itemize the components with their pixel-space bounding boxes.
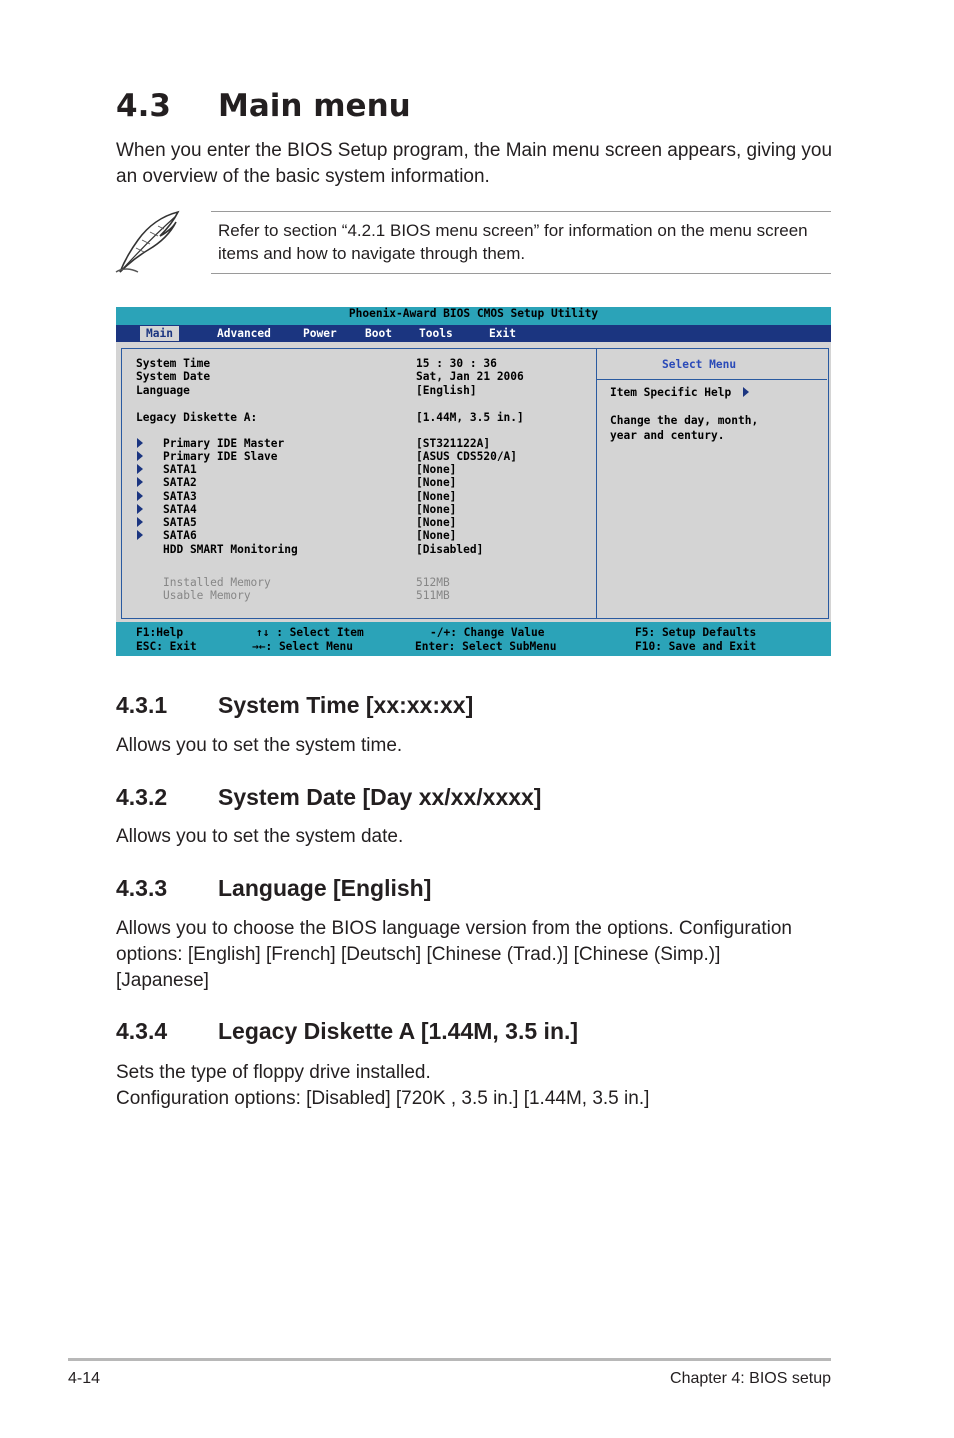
submenu-arrow-icon [137, 530, 143, 540]
note-top-rule [211, 211, 831, 212]
bios-item-label[interactable]: System Time [136, 357, 211, 370]
submenu-arrow-icon [137, 491, 143, 501]
bios-item-value[interactable]: [None] [416, 476, 457, 489]
key-select-menu: →←: Select Menu [252, 640, 354, 653]
key-select-item: ↑↓ : Select Item [256, 626, 364, 639]
bios-item-value[interactable]: [English] [416, 384, 477, 397]
bios-info-label: Usable Memory [163, 589, 251, 602]
help-text-line: Change the day, month, [610, 414, 759, 427]
submenu-arrow-icon [137, 438, 143, 448]
bios-item-value[interactable]: [None] [416, 503, 457, 516]
bios-item-value[interactable]: 15 : 30 : 36 [416, 357, 497, 370]
submenu-arrow-icon [137, 517, 143, 527]
submenu-arrow-icon [137, 464, 143, 474]
bios-item-label[interactable]: SATA3 [163, 490, 197, 503]
feather-pen-icon [112, 210, 184, 276]
section-heading: 4.3.4 Legacy Diskette A [1.44M, 3.5 in.] [116, 1018, 579, 1044]
bios-info-value: 512MB [416, 576, 450, 589]
bios-item-label[interactable]: HDD SMART Monitoring [163, 543, 298, 556]
bios-screen [116, 307, 831, 656]
help-heading: Item Specific Help [610, 386, 732, 399]
bios-title-bar: Phoenix-Award BIOS CMOS Setup Utility [116, 307, 831, 325]
key-exit: ESC: Exit [136, 640, 197, 653]
intro-paragraph: When you enter the BIOS Setup program, the Main menu screen appears, giving you an overview of the basic system information. [116, 140, 833, 187]
key-save-exit: F10: Save and Exit [635, 640, 757, 653]
bios-item-label[interactable]: SATA6 [163, 529, 197, 542]
key-setup-defaults: F5: Setup Defaults [635, 626, 757, 639]
section-text: Sets the type of floppy drive installed. [116, 1062, 431, 1083]
section-heading: 4.3.2 System Date [Day xx/xx/xxxx] [116, 784, 542, 810]
section-text: Allows you to choose the BIOS language version from the options. Configuration options: [English] [French] [Deutsch] [Chinese (Trad.)] [Chinese (Simp.)] [Japanese] [116, 918, 792, 991]
submenu-arrow-icon [137, 504, 143, 514]
section-heading: 4.3.3 Language [English] [116, 875, 432, 901]
bios-tab-tools[interactable]: Tools [419, 327, 453, 340]
section-text: Allows you to set the system time. [116, 735, 403, 756]
key-help: F1:Help [136, 626, 184, 639]
bios-item-label[interactable]: SATA2 [163, 476, 197, 489]
note-bottom-rule [211, 273, 831, 274]
bios-menu-bar [116, 325, 831, 342]
bios-item-label[interactable]: System Date [136, 370, 211, 383]
bios-help-divider [597, 379, 827, 380]
bios-tab-power[interactable]: Power [303, 327, 337, 340]
bios-item-value[interactable]: [ST321122A] [416, 437, 491, 450]
section-text: Allows you to set the system date. [116, 826, 404, 847]
bios-item-label[interactable]: SATA4 [163, 503, 197, 516]
footer-rule [68, 1358, 831, 1361]
bios-item-value[interactable]: [1.44M, 3.5 in.] [416, 411, 524, 424]
bios-item-value[interactable]: [None] [416, 463, 457, 476]
bios-item-label[interactable]: SATA1 [163, 463, 197, 476]
bios-item-value[interactable]: [None] [416, 529, 457, 542]
bios-item-label[interactable]: Primary IDE Slave [163, 450, 278, 463]
submenu-arrow-icon [137, 451, 143, 461]
chapter-label: Chapter 4: BIOS setup [670, 1370, 831, 1387]
bios-tab-exit[interactable]: Exit [489, 327, 516, 340]
bios-item-label[interactable]: Primary IDE Master [163, 437, 285, 450]
bios-item-value[interactable]: Sat, Jan 21 2006 [416, 370, 524, 383]
help-arrow-icon [743, 387, 749, 397]
bios-pane-divider [596, 348, 597, 619]
bios-info-value: 511MB [416, 589, 450, 602]
section-text: Configuration options: [Disabled] [720K , 3.5 in.] [1.44M, 3.5 in.] [116, 1088, 650, 1109]
bios-key-legend [116, 622, 831, 656]
section-heading: 4.3.1 System Time [xx:xx:xx] [116, 692, 474, 718]
bios-item-value[interactable]: [None] [416, 516, 457, 529]
submenu-arrow-icon [137, 477, 143, 487]
bios-tab-main[interactable]: Main [140, 326, 179, 341]
bios-item-label[interactable]: SATA5 [163, 516, 197, 529]
key-change-value: -/+: Change Value [430, 626, 545, 639]
bios-info-label: Installed Memory [163, 576, 271, 589]
key-select-submenu: Enter: Select SubMenu [415, 640, 557, 653]
bios-item-value[interactable]: [None] [416, 490, 457, 503]
help-pane-title: Select Menu [662, 358, 737, 371]
note-text: Refer to section “4.2.1 BIOS menu screen” for information on the menu screen items and how to navigate through them. [218, 221, 808, 263]
page-number: 4-14 [68, 1370, 101, 1387]
page-title: 4.3 Main menu [116, 88, 411, 124]
bios-item-label[interactable]: Language [136, 384, 190, 397]
bios-tab-advanced[interactable]: Advanced [217, 327, 271, 340]
bios-item-value[interactable]: [ASUS CDS520/A] [416, 450, 518, 463]
bios-item-label[interactable]: Legacy Diskette A: [136, 411, 258, 424]
help-text-line: year and century. [610, 429, 725, 442]
bios-tab-boot[interactable]: Boot [365, 327, 392, 340]
bios-item-value[interactable]: [Disabled] [416, 543, 484, 556]
